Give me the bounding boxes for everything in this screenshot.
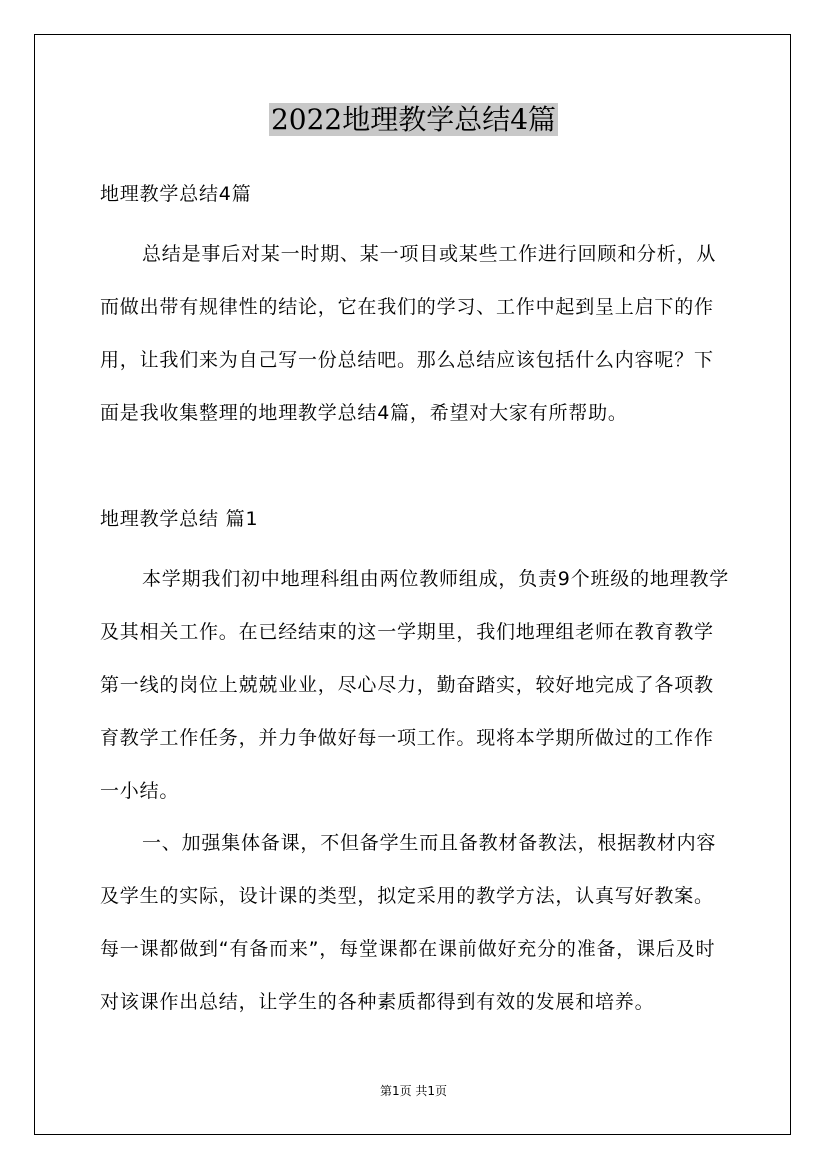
- section-heading: 地理教学总结 篇1: [100, 508, 259, 530]
- document-title: [0, 100, 827, 140]
- title-text: 2022地理教学总结4篇: [270, 103, 557, 136]
- intro-paragraph: 总结是事后对某一时期、某一项目或某些工作进行回顾和分析，从而做出带有规律性的结论，它在我们的学习、工作中起到呈上启下的作用，让我们来为自己写一份总结吧。那么总结应该包括什么内容呢？下面是我收集整理的地理教学总结4篇，希望对大家有所帮助。: [100, 243, 717, 424]
- body-paragraph: 一、加强集体备课，不但备学生而且备教材备教法，根据教材内容及学生的实际，设计课的类型，拟定采用的教学方法，认真写好教案。每一课都做到“有备而来”，每堂课都在课前做好充分的准备，课后及时对该课作出总结，让学生的各种素质都得到有效的发展和培养。: [100, 832, 717, 1013]
- body-paragraph: 本学期我们初中地理科组由两位教师组成，负责9个班级的地理教学及其相关工作。在已经结束的这一学期里，我们地理组老师在教育教学第一线的岗位上兢兢业业，尽心尽力，勤奋踏实，较好地完成了各项教育教学工作任务，并力争做好每一项工作。现将本学期所做过的工作作一小结。: [100, 568, 730, 802]
- subheading: 地理教学总结4篇: [100, 183, 252, 205]
- page-footer: 第1页 共1页: [379, 1084, 448, 1098]
